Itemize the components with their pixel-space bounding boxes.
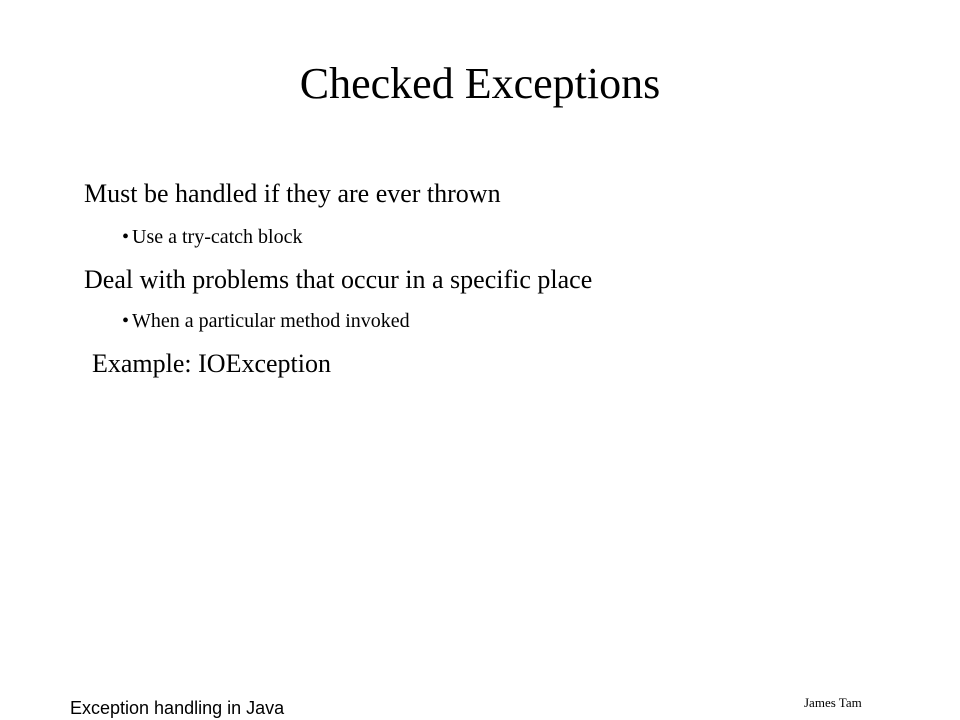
bullet-dot-icon: • xyxy=(122,310,130,332)
sub-bullet-text: When a particular method invoked xyxy=(132,310,410,332)
bullet-deal-with-problems: Deal with problems that occur in a specific place xyxy=(84,265,593,294)
bullet-dot-icon: • xyxy=(122,226,130,248)
bullet-example: Example: IOException xyxy=(92,349,331,378)
sub-bullet-try-catch xyxy=(122,224,302,250)
footer-author: James Tam xyxy=(804,695,862,710)
sub-bullet-text: Use a try-catch block xyxy=(132,226,303,248)
bullet-must-be-handled: Must be handled if they are ever thrown xyxy=(84,179,501,208)
sub-bullet-method-invoked xyxy=(122,308,410,334)
slide-title: Checked Exceptions xyxy=(299,59,661,108)
footer-course-title: Exception handling in Java xyxy=(70,698,285,718)
